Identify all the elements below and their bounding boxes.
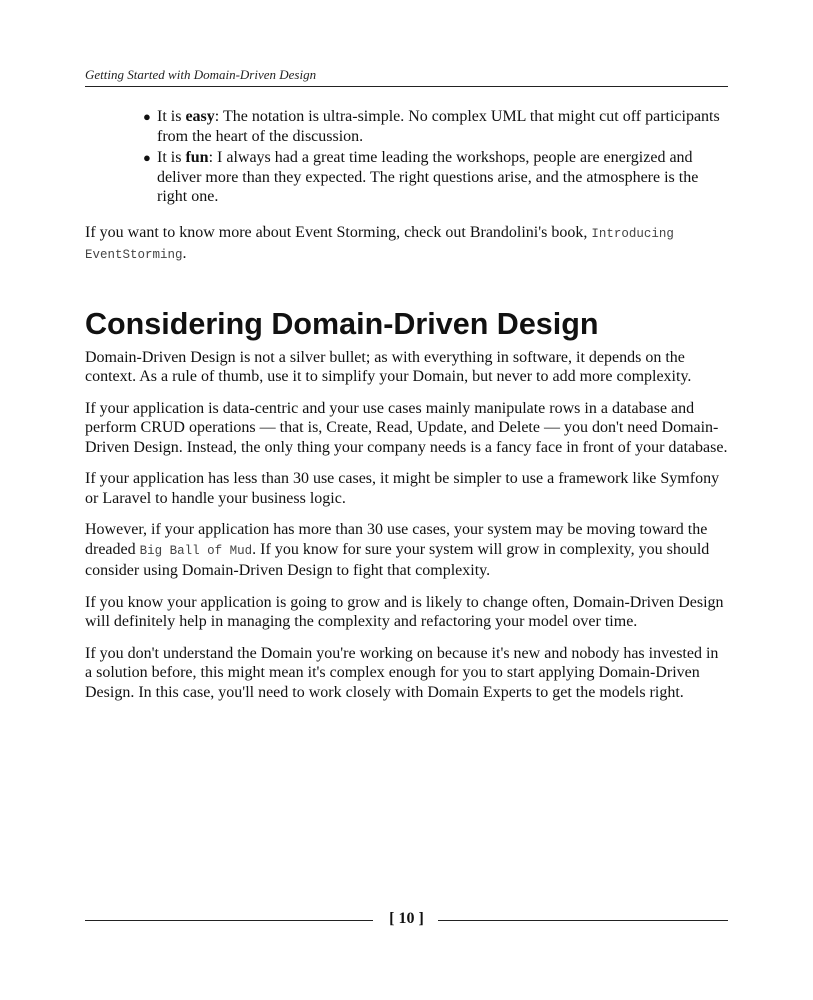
big-ball-of-mud-code: Big Ball of Mud: [139, 543, 253, 558]
bullet-lead: It is: [157, 149, 186, 166]
bullet-list: [85, 107, 728, 207]
book-page: [85, 0, 728, 1000]
bullet-dot-icon: ●: [143, 150, 151, 165]
paragraph-big-ball-of-mud: [85, 520, 728, 581]
paragraph-text: . If you know for sure your system will grow in complexity, you should consider using Domain-Driven Design to fight that complexity.: [85, 540, 710, 579]
reference-end: .: [182, 245, 187, 262]
footer-rule-right: [438, 920, 728, 921]
event-storming-reference: [85, 223, 728, 266]
bullet-item-fun: [143, 148, 728, 207]
paragraph-text: However, if your application has more than 30 use cases, your system may be moving toward the dreaded: [85, 521, 708, 558]
bullet-text: : The notation is ultra-simple. No complex UML that might cut off participants from the heart of the discussion.: [157, 108, 720, 145]
bullet-dot-icon: ●: [143, 109, 151, 124]
bullet-item-easy: [143, 107, 728, 146]
page-number: [ 10 ]: [389, 910, 424, 927]
book-title-code: Introducing EventStorming: [85, 226, 674, 262]
bullet-emphasis: easy: [185, 108, 215, 125]
paragraph-silver-bullet: Domain-Driven Design is not a silver bullet; as with everything in software, it depends on the context. As a rule of thumb, use it to simplify your Domain, but never to add more complexity.: [85, 348, 692, 385]
page-content: [85, 107, 728, 714]
page-footer: [85, 908, 728, 932]
paragraph-data-centric: If your application is data-centric and your use cases mainly manipulate rows in a database and perform CRUD operations — that is, Create, Read, Update, and Delete — you don't need Domain-Driven Design. Instead, the only thing your company needs is a fancy face in front of your database.: [85, 399, 728, 456]
bullet-text: : I always had a great time leading the workshops, people are energized and deliver more than they expected. The right questions arise, and the atmosphere is the right one.: [157, 149, 699, 205]
bullet-lead: It is: [157, 108, 186, 125]
paragraph-few-use-cases: If your application has less than 30 use cases, it might be simpler to use a framework like Symfony or Laravel to handle your business logic.: [85, 470, 720, 507]
reference-text: If you want to know more about Event Storming, check out Brandolini's book,: [85, 223, 592, 241]
section-heading: Considering Domain-Driven Design: [85, 306, 599, 341]
paragraph-unknown-domain: If you don't understand the Domain you're working on because it's new and nobody has invested in a solution before, this might mean it's complex enough for you to start applying Domain-Driven Design. In this case, you'll need to work closely with Domain Experts to get the models right.: [85, 644, 719, 701]
bullet-emphasis: fun: [185, 149, 209, 166]
running-header: Getting Started with Domain-Driven Design: [85, 67, 728, 87]
paragraph-grow-and-change: If you know your application is going to grow and is likely to change often, Domain-Driven Design will definitely help in managing the complexity and refactoring your model over time.: [85, 593, 724, 630]
